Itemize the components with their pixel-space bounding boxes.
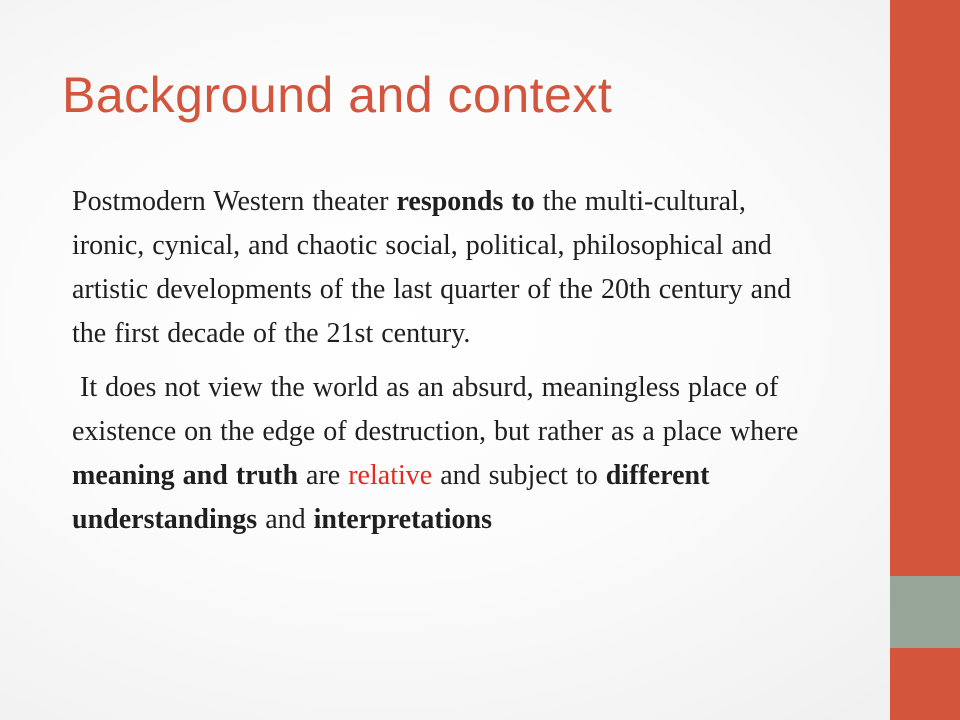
p2-text-1: It does not view the world as an absurd, meaningless place of existence on the edge of destruction, but rather as a place where xyxy=(72,372,799,447)
p2-red-relative: relative xyxy=(348,460,433,491)
p2-text-2: are xyxy=(298,460,349,491)
p1-bold-responds-to: responds to xyxy=(396,186,535,217)
sidebar-accent-top xyxy=(890,0,960,576)
p2-text-4: and xyxy=(257,504,314,535)
paragraph-1 xyxy=(72,180,812,356)
p2-bold-interpretations: interpretations xyxy=(313,504,492,535)
slide-body xyxy=(72,180,812,552)
p1-text-2: the multi-cultural, ironic, cynical, and chaotic social, political, philosophical and artistic developments of the last quarter of the 20th century and the first decade of the 21st century. xyxy=(72,186,792,349)
p2-text-3: and subject to xyxy=(432,460,606,491)
paragraph-2 xyxy=(72,366,812,542)
sidebar-accent-middle xyxy=(890,576,960,648)
p1-text-1: Postmodern Western theater xyxy=(72,186,397,217)
sidebar-accent-bottom xyxy=(890,648,960,720)
p2-bold-meaning-truth: meaning and truth xyxy=(72,460,299,491)
p2-bold-different-understandings: different understandings xyxy=(72,460,710,535)
slide-title: Background and context xyxy=(62,67,613,123)
